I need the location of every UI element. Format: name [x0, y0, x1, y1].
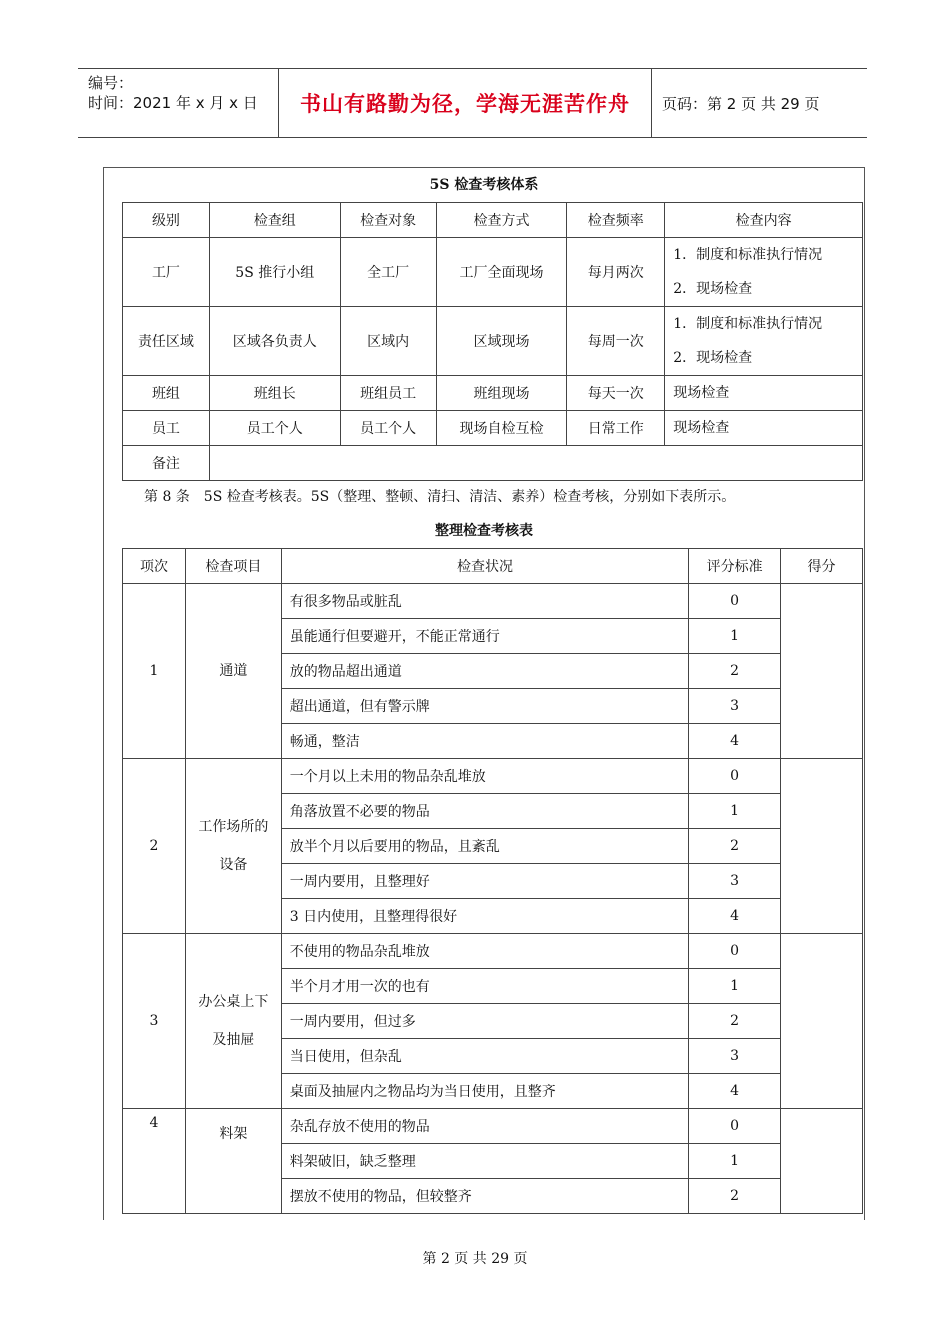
- sort-header-cell: 评分标准: [689, 549, 781, 584]
- score-cell: 2: [689, 1004, 781, 1039]
- system-cell-group: 员工个人: [209, 411, 340, 446]
- sort-header-cell: 得分: [781, 549, 863, 584]
- content-line: 2．现场检查: [673, 350, 753, 366]
- item-number: 2: [123, 759, 186, 934]
- system-header-cell: 检查频率: [567, 203, 665, 238]
- content-line: 现场检查: [673, 420, 730, 436]
- page-footer: 第 2 页 共 29 页: [422, 1251, 528, 1267]
- item-number: 4: [123, 1109, 186, 1214]
- status-cell: 放的物品超出通道: [281, 654, 688, 689]
- status-cell: 畅通，整洁: [281, 724, 688, 759]
- item-name-line: 及抽屉: [212, 1032, 255, 1048]
- score-cell: 2: [689, 654, 781, 689]
- item-name-line: 办公桌上下: [198, 994, 269, 1010]
- sort-row: [123, 1109, 863, 1144]
- score-cell: 0: [689, 759, 781, 794]
- system-cell-level: 员工: [123, 411, 210, 446]
- system-cell-group: 区域各负责人: [209, 307, 340, 376]
- result-cell[interactable]: [781, 934, 863, 1109]
- status-cell: 杂乱存放不使用的物品: [281, 1109, 688, 1144]
- score-cell: 4: [689, 1074, 781, 1109]
- system-row: [123, 376, 863, 411]
- sort-table: [122, 548, 863, 1214]
- status-cell: 当日使用，但杂乱: [281, 1039, 688, 1074]
- result-cell[interactable]: [781, 759, 863, 934]
- item-name: [185, 584, 281, 759]
- remark-value: [209, 446, 862, 481]
- score-cell: 3: [689, 864, 781, 899]
- status-cell: 不使用的物品杂乱堆放: [281, 934, 688, 969]
- status-cell: 料架破旧，缺乏整理: [281, 1144, 688, 1179]
- status-cell: 半个月才用一次的也有: [281, 969, 688, 1004]
- score-cell: 4: [689, 724, 781, 759]
- system-cell-content: [665, 411, 863, 446]
- system-table-title: 5S 检查考核体系: [429, 177, 539, 193]
- item-name-line: 通道: [219, 663, 248, 679]
- result-cell[interactable]: [781, 584, 863, 759]
- status-cell: 一周内要用，但过多: [281, 1004, 688, 1039]
- score-cell: 0: [689, 934, 781, 969]
- status-cell: 角落放置不必要的物品: [281, 794, 688, 829]
- header-meta: [78, 69, 279, 137]
- system-cell-group: 5S 推行小组: [209, 238, 340, 307]
- header-page-info: 页码：第 2 页 共 29 页: [662, 94, 820, 113]
- sort-header-cell: 项次: [123, 549, 186, 584]
- system-header-cell: 检查组: [209, 203, 340, 238]
- system-row: [123, 238, 863, 307]
- content-line: 1．制度和标准执行情况: [673, 316, 823, 332]
- system-cell-object: 员工个人: [340, 411, 436, 446]
- sort-table-title: 整理检查考核表: [435, 523, 533, 539]
- status-cell: 虽能通行但要避开，不能正常通行: [281, 619, 688, 654]
- score-cell: 1: [689, 969, 781, 1004]
- status-cell: 桌面及抽屉内之物品均为当日使用，且整齐: [281, 1074, 688, 1109]
- status-cell: 一周内要用，且整理好: [281, 864, 688, 899]
- system-cell-content: [665, 238, 863, 307]
- system-cell-freq: 每天一次: [567, 376, 665, 411]
- score-cell: 4: [689, 899, 781, 934]
- system-header-cell: 检查内容: [665, 203, 863, 238]
- item-name: [185, 1109, 281, 1214]
- sort-row: [123, 759, 863, 794]
- content-line: 现场检查: [673, 385, 730, 401]
- system-cell-group: 班组长: [209, 376, 340, 411]
- system-cell-method: 工厂全面现场: [436, 238, 567, 307]
- sort-row: [123, 934, 863, 969]
- score-cell: 3: [689, 689, 781, 724]
- content-line: 2．现场检查: [673, 281, 753, 297]
- score-cell: 3: [689, 1039, 781, 1074]
- document-header: [78, 68, 867, 138]
- item-name-line: 料架: [219, 1126, 248, 1142]
- sort-header-cell: 检查状况: [281, 549, 688, 584]
- system-cell-content: [665, 307, 863, 376]
- system-remark-row: [123, 446, 863, 481]
- time-label: 时间：2021 年 x 月 x 日: [88, 94, 258, 112]
- status-cell: 一个月以上未用的物品杂乱堆放: [281, 759, 688, 794]
- sort-header-row: [123, 549, 863, 584]
- item-number: 3: [123, 934, 186, 1109]
- system-table: [122, 202, 863, 481]
- status-cell: 3 日内使用，且整理得很好: [281, 899, 688, 934]
- score-cell: 0: [689, 1109, 781, 1144]
- sort-header-cell: 检查项目: [185, 549, 281, 584]
- content-frame: [103, 167, 865, 1220]
- score-cell: 2: [689, 829, 781, 864]
- content-line: 1．制度和标准执行情况: [673, 247, 823, 263]
- system-cell-level: 工厂: [123, 238, 210, 307]
- system-header-cell: 检查方式: [436, 203, 567, 238]
- system-cell-freq: 每周一次: [567, 307, 665, 376]
- system-row: [123, 307, 863, 376]
- item-name-line: 工作场所的: [198, 819, 269, 835]
- item-number: 1: [123, 584, 186, 759]
- system-row: [123, 411, 863, 446]
- status-cell: 摆放不使用的物品，但较整齐: [281, 1179, 688, 1214]
- item-name: [185, 759, 281, 934]
- score-cell: 0: [689, 584, 781, 619]
- remark-label: 备注: [123, 446, 210, 481]
- header-motto: 书山有路勤为径，学海无涯苦作舟: [279, 69, 652, 137]
- status-cell: 超出通道，但有警示牌: [281, 689, 688, 724]
- score-cell: 1: [689, 794, 781, 829]
- system-cell-level: 班组: [123, 376, 210, 411]
- item-name: [185, 934, 281, 1109]
- system-cell-content: [665, 376, 863, 411]
- system-cell-freq: 日常工作: [567, 411, 665, 446]
- system-cell-object: 全工厂: [340, 238, 436, 307]
- number-label: 编号：: [88, 74, 134, 92]
- system-cell-object: 班组员工: [340, 376, 436, 411]
- sort-row: [123, 584, 863, 619]
- system-cell-method: 班组现场: [436, 376, 567, 411]
- system-cell-level: 责任区域: [123, 307, 210, 376]
- system-header-cell: 级别: [123, 203, 210, 238]
- system-cell-freq: 每月两次: [567, 238, 665, 307]
- score-cell: 2: [689, 1179, 781, 1214]
- article-paragraph: 第 8 条 5S 检查考核表。5S（整理、整顿、清扫、清洁、素养）检查考核，分别如下表所示。: [144, 489, 736, 505]
- system-header-row: [123, 203, 863, 238]
- system-cell-object: 区域内: [340, 307, 436, 376]
- score-cell: 1: [689, 619, 781, 654]
- item-name-line: 设备: [219, 857, 248, 873]
- status-cell: 放半个月以后要用的物品，且紊乱: [281, 829, 688, 864]
- system-cell-method: 现场自检互检: [436, 411, 567, 446]
- score-cell: 1: [689, 1144, 781, 1179]
- system-cell-method: 区域现场: [436, 307, 567, 376]
- status-cell: 有很多物品或脏乱: [281, 584, 688, 619]
- result-cell[interactable]: [781, 1109, 863, 1214]
- system-header-cell: 检查对象: [340, 203, 436, 238]
